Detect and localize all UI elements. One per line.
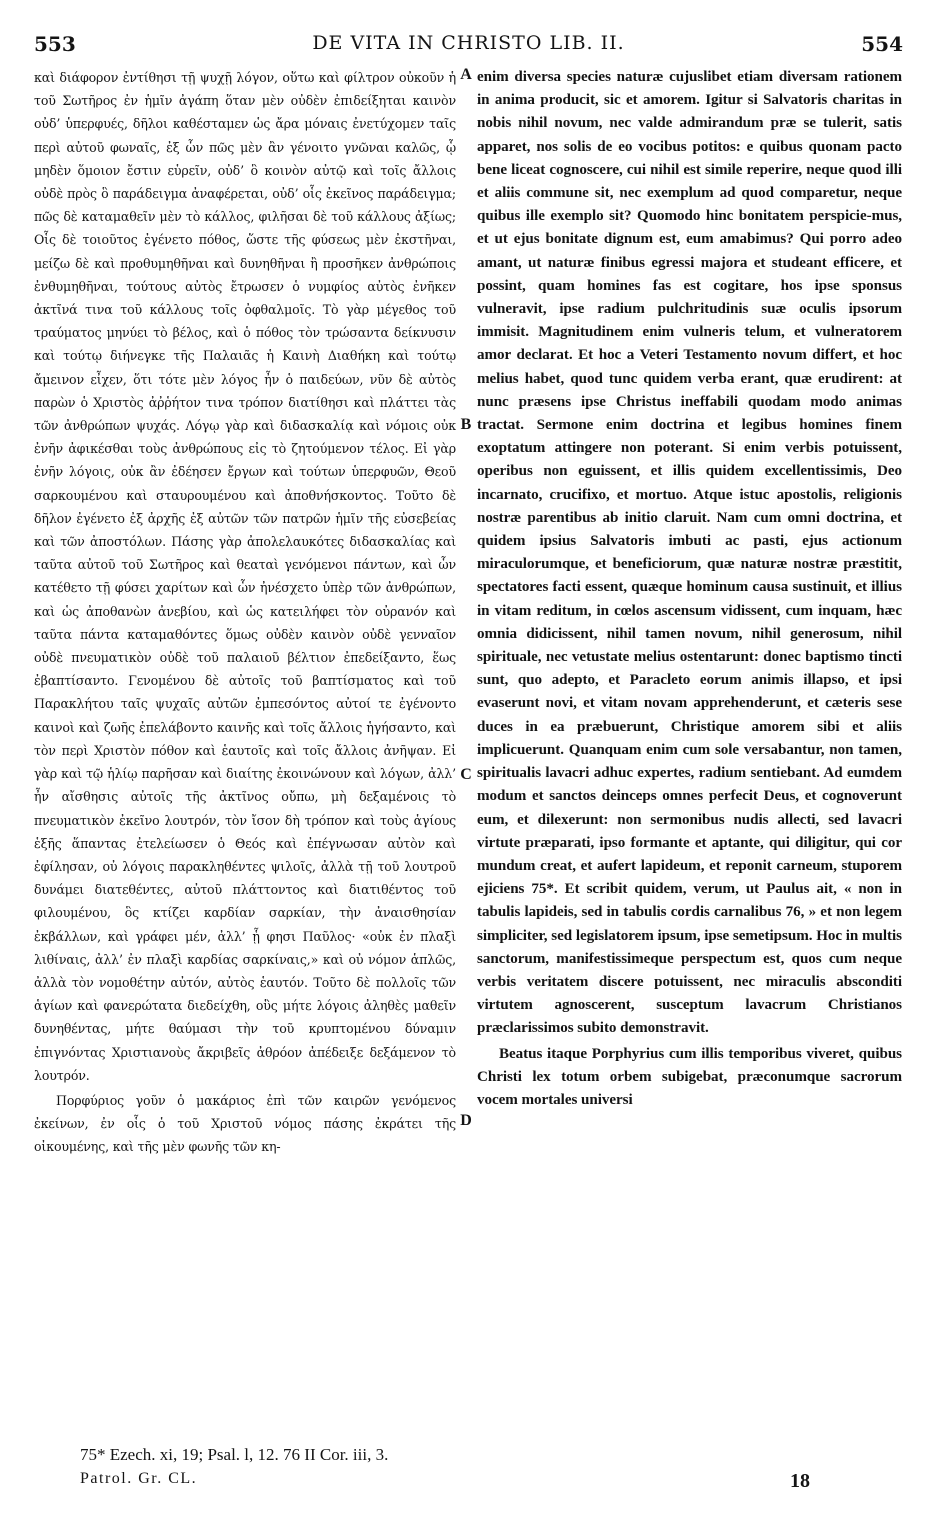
section-marker-b: B: [460, 416, 472, 433]
greek-paragraph: καὶ διάφορον ἐντίθησι τῇ ψυχῇ λόγον, οὕτω καὶ φίλτρον οὐκοῦν ἡ τοῦ Σωτῆρος ἐν ἡμῖν ἀγάπη ὅταν μὲν οὐδὲν ἐπιδείξηται καινὸν οὐδ’ ὑπερφυές, δῆλοι καθέσταμεν ὡς ἄρα μόναις ἐνετύχομεν ταῖς περὶ αὐτοῦ φωναῖς, ἐξ ὧν πῶς μὲν ἂν γένοιτο γνῶναι καλῶς, ᾧ μηδὲν ὅμοιον ἔστιν εὑρεῖν, οὐδ’ ὃ κοινὸν αὐτῷ καὶ τοῖς ἄλλοις οὐδὲ πρὸς ὃ παράδειγμα ἀναφέρεται, οὐδ’ οἷς ἐκεῖνος παράδειγμα; πῶς δὲ καταμαθεῖν μὲν τὸ κάλλος, φιλῆσαι δὲ τοῦ κάλλους ἀξίως; Οἷς δὲ τοιοῦτος ἐγένετο πόθος, ὥστε τῆς φύσεως μὲν ἐκστῆναι, μείζω δὲ καὶ προθυμηθῆναι καὶ δυνηθῆναι ἢ προσῆκεν ἀνθρώποις ἐνθυμηθῆναι, τούτους αὐτὸς ἔτρωσεν ὁ νυμφίος αὐτὸς ἐνῆκεν ἀκτῖνά τινα τοῦ κάλλους τοῖς ὀφθαλμοῖς. Τὸ γὰρ μέγεθος τοῦ τραύματος μηνύει τὸ βέλος, καὶ ὁ πόθος τὸν τρώσαντα δείκνυσιν καὶ τούτῳ διήνεγκε τῆς Παλαιᾶς ἡ Καινὴ Διαθήκη καὶ τούτῳ ἄμεινον εἶχεν, ὅτι τότε μὲν λόγος ἦν ὁ παιδεύων, νῦν δὲ αὐτὸς παρὼν ὁ Χριστὸς ἀῤῥήτον τινα τρόπον διατίθησι καὶ πλάττει τὰς τῶν ἀνθρώπων ψυχάς. Λόγῳ γὰρ καὶ διδασκαλίᾳ καὶ νόμοις οὐκ ἐνῆν ἀφικέσθαι τοὺς ἀνθρώπους εἰς τὸ ζητούμενον τέλος. Εἰ γὰρ ἐνῆν λόγοις, οὐκ ἂν ἐδέησεν ἔργων καὶ τούτων ὑπερφυῶν, Θεοῦ σαρκουμένου καὶ σταυρουμένου καὶ ἀποθνήσκοντος. Τοῦτο δὲ δῆλον ἐγένετο ἐξ ἀρχῆς ἐξ αὐτῶν τῶν πατρῶν ἡμῖν τῆς εὐσεβείας καὶ τῶν ἀποστόλων. Πάσης γὰρ ἀπολελαυκότες διδασκαλίας καὶ ταῦτα αὐτοῦ τοῦ Σωτῆρος καὶ θεαταὶ γενόμενοι πάντων, καὶ ὧν κατέθετο τῇ φύσει χαρίτων καὶ ὧν ἠνέσχετο ὑπὲρ τῶν ἀνθρώπων, καὶ ὡς ἀποθανὼν ἀνεβίου, καὶ ὡς κατειλήφει τὸν οὐρανόν καὶ ταῦτα πάντα καταμαθόντες ὅμως οὐδὲν καινὸν οὐδὲ γενναῖον οὐδὲ πνευματικὸν οὐδὲ τοῦ παλαιοῦ βέλτιον ἐπεδείξαντο, ἕως ἐβαπτίσαντο. Γενομένου δὲ αὐτοῖς τοῦ βαπτίσματος καὶ τοῦ Παρακλήτου ταῖς ψυχαῖς αὐτῶν ἐμπεσόντος αὐτοί τε ἐγένοντο καινοὶ καὶ ζωῆς ἐπελάβοντο καινῆς καὶ τοῖς ἄλλοις ἡγήσαντο, καὶ τὸν περὶ Χριστὸν πόθον καὶ ἑαυτοῖς καὶ τοῖς ἄλλοις ἀνῆψαν. Εἰ γὰρ καὶ τῷ ἡλίῳ παρῆσαν καὶ διαίτης ἐκοινώνουν καὶ λόγων, ἀλλ’ ἦν αἴσθησις αὐτοῖς τῆς ἀκτῖνος οὔπω, μὴ δεξαμένοις τὸ πνευματικὸν ἐκεῖνο λουτρόν, τὸν ἴσον δὴ τρόπον καὶ τοὺς ἁγίους ἑξῆς ἅπαντας ἐτελείωσεν ὁ Θεός καὶ ἐπέγνωσαν αὐτὸν καὶ ἐφίλησαν, οὐ λόγοις παρακληθέντες ψιλοῖς, ἀλλὰ τῇ τοῦ λουτροῦ δυνάμει διατεθέντες, αὐτοῦ πλάττοντος καὶ διατιθέντος τοῦ φιλουμένου, ὃς κτίζει καρδίαν σαρκίαν, τὴν ἀναισθησίαν ἐκβάλλων, καὶ γράφει μέν, ἀλλ’ ᾗ φησι Παῦλος· «οὐκ ἐν πλαξὶ λιθίναις, ἀλλ’ ἐν πλαξὶ καρδίας σαρκίναις,» καὶ οὐ νόμον ἁπλῶς, ἀλλὰ τὸν νομοθέτην αὐτόν, αὐτὸς ἑαυτόν. Τοῦτο δὲ πολλοῖς τῶν ἁγίων καὶ φανερώτατα διεδείχθη, οὓς μήτε λόγοις ἀληθὲς μαθεῖν δυνηθέντας, μήτε θαύμασι τὴν τοῦ κρυπτομένου δύναμιν ἐπιγνόντας Χριστιανοὺς ἄκριβεῖς ἀθρόον ἀπέδειξε δεξάμενον τὸ λουτρόν.: [34, 70, 456, 1083]
section-marker-c: C: [460, 766, 472, 783]
footnotes: [80, 1443, 480, 1491]
greek-column: [34, 66, 456, 1438]
series-imprint: Patrol. Gr. CL.: [80, 1470, 198, 1487]
footnote-line: 75* Ezech. xi, 19; Psal. l, 12. 76 II Cor. iii, 3.: [80, 1445, 389, 1464]
page-number-left: 553: [34, 32, 76, 56]
greek-paragraph: Πορφύριος γοῦν ὁ μακάριος ἐπὶ τῶν καιρῶν γενόμενος ἐκείνων, ἐν οἷς ὁ τοῦ Χριστοῦ νόμος πάσης ἐκράτει τῆς οἰκουμένης, καὶ τῆς μὲν φωνῆς τῶν κη-: [34, 1092, 456, 1155]
section-marker-a: A: [460, 66, 472, 83]
latin-paragraph: enim diversa species naturæ cujuslibet etiam diversam rationem in anima producit, sic et amorem. Igitur si Salvatoris charitas in nobis nihil novum, nec valde admirandum præ se tulerit, satis apparet, nos solis de eo vocibus potitos: e quibus quonam pacto bene liceat cognoscere, cui nihil est simile reperire, neque quod illi et aliis commune sit, nec exemplum ad quod comparetur, neque quibus ille exemplo sit? Quomodo hinc bonitatem perspicie-mus, et ut ejus bonitate dignum est, eum amabimus? Qui porro adeo amant, ut naturæ finibus egressi majora et studeant efficere, et possint, quam homines fas est cogitare, hos ipse sponsus vulneravit, ipse radium pulchritudinis suæ oculis ipsorum immisit. Magnitudinem enim vulneris telum, et vulneratorem amor declarat. Et hoc a Veteri Testamento novum differt, et hoc melius habet, quod tunc quidem verba erant, quæ erudirent: at nunc præsens ipse Christus ineffabili quodam modo animas tractat. Sermone enim doctrina et legibus homines finem exoptatum attingere non poterant. Si enim verbis potuissent, operibus non eguissent, et illis quidem excellentissimis, Deo incarnato, crucifixo, et mortuo. Atque istuc apostolis, religionis nostræ parentibus ab initio claruit. Nam cum omni doctrina, et quidem ipsius Salvatoris imbuti ac pasti, ejus actionum miraculorumque, et beneficiorum, quæ naturæ nostræ præstitit, spectatores facti essent, quæque hominum causa sustinuit, et illius in vitam reditum, in cœlos ascensum vidissent, cum inquam, hæc omnia didicissent, nihil tamen novum, nihil generosum, nihil spirituale, nec vetustate melius ostentarunt: donec baptismo tincti sunt, quo adepto, et Paracleto eorum animis illapso, et ipsi evaserunt novi, et vitam novam apprehenderunt, et cæteris sese duces in ea præbuerunt, Christique amorem sibi et aliis implicuerunt. Quanquam enim cum sole versabantur, non tamen, spiritualis lavacri adhuc expertes, radium sentiebant. Ad eumdem modum et sanctos deinceps omnes perfecit Deus, et cognoverunt eum, et dilexerunt: non sermonibus nudis allecti, sed lavacri virtute præparati, ipso formante et aptante, qui diligitur, qui cor mundum creat, et aufert lapideum, et reponit carneum, stuporem ejiciens 75*. Et scribit quidem, verum, ut Paulus ait, « non in tabulis lapideis, sed in tabulis cordis carnalibus 76, » et non legem simpliciter, sed legislatorem ipsum, ipse semetipsum. Hoc in multis sanctorum, manifestissimeque perspectum est, quos cum neque verbis veritatem discere potuissent, nec miraculis absconditi virtutem agnoscerent, susceptum lavacrum Christianos præclarissimos subito demonstravit.: [477, 69, 902, 1037]
running-title: DE VITA IN CHRISTO LIB. II.: [312, 32, 625, 54]
page-number-right: 554: [861, 32, 903, 56]
section-marker-d: D: [460, 1112, 472, 1129]
running-header: [34, 30, 903, 64]
signature-mark: 18: [790, 1470, 810, 1492]
latin-paragraph: Beatus itaque Porphyrius cum illis temporibus viveret, quibus Christi lex totum orbem subigebat, præconumque sacrorum vocem mortales universi: [477, 1045, 902, 1108]
latin-column: [477, 66, 902, 1438]
